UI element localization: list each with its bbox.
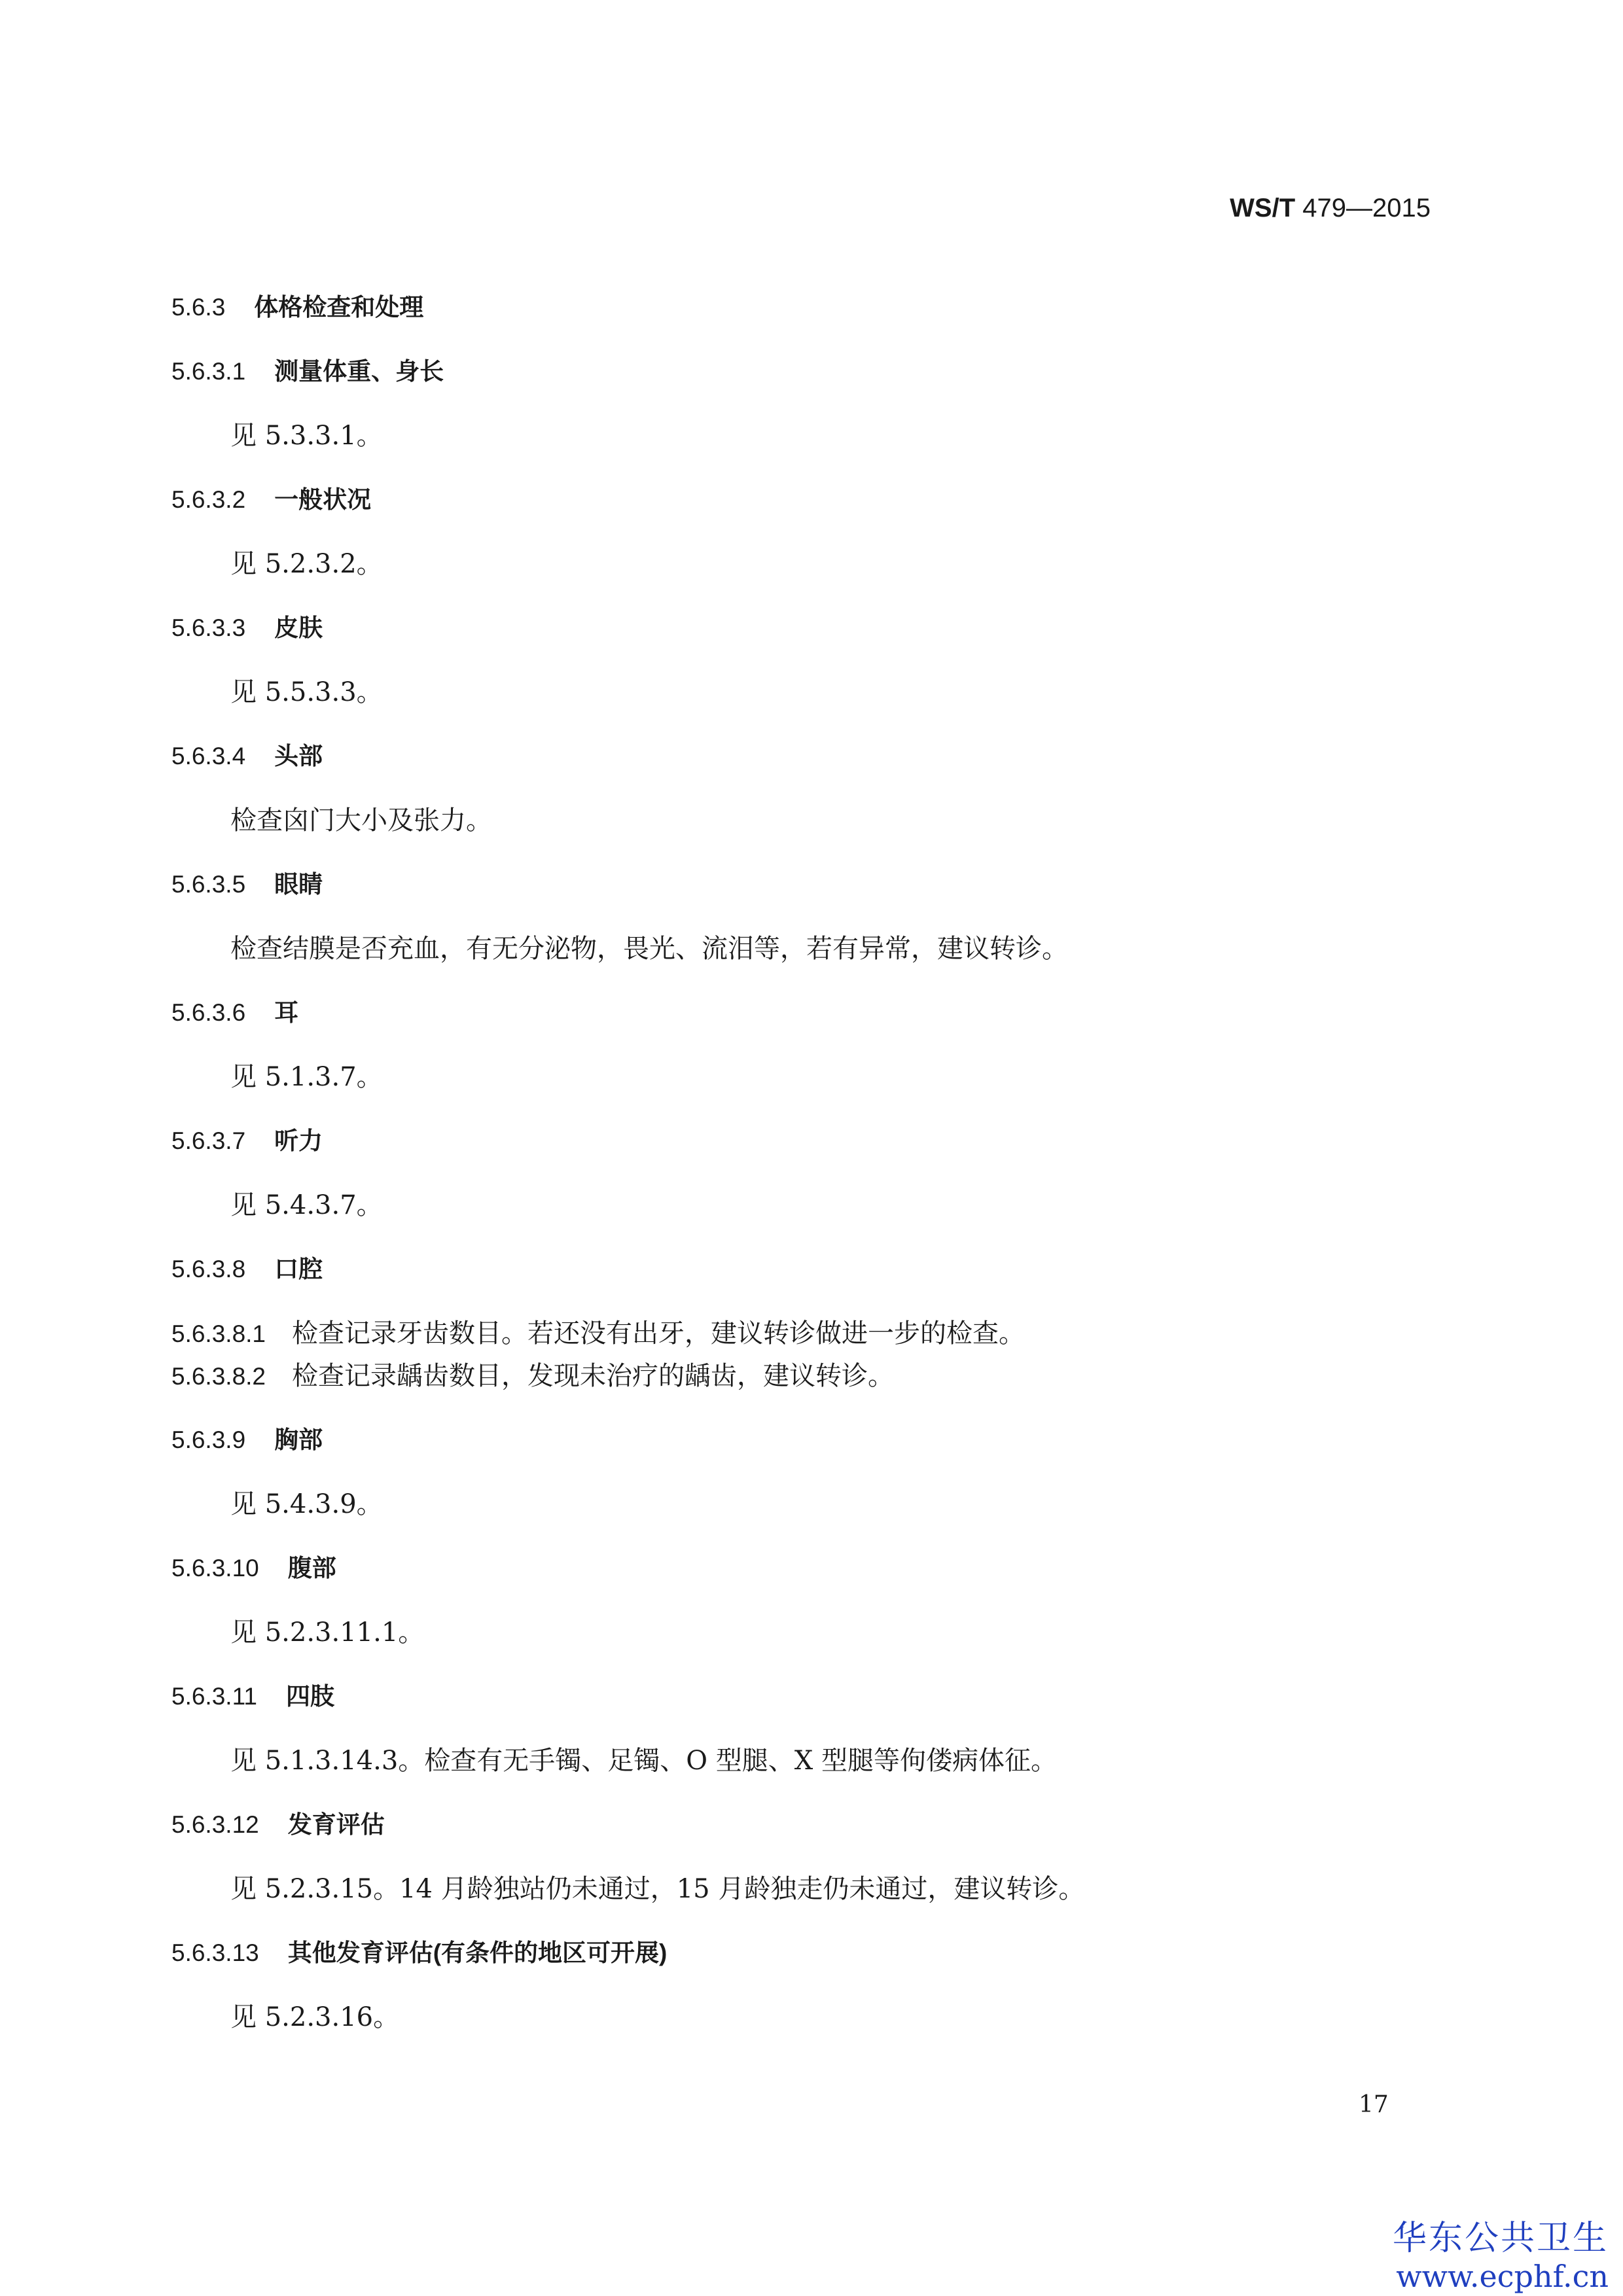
- paragraph: 见 5.2.3.2。: [230, 549, 383, 579]
- standard-code: [1230, 194, 1431, 223]
- section-number: 5.6.3.1: [171, 358, 246, 385]
- standard-code-number: 479—2015: [1295, 194, 1431, 222]
- paragraph: 见 5.2.3.11.1。: [230, 1617, 425, 1648]
- section-heading: [171, 737, 1435, 801]
- section-title: 一般状况: [274, 486, 372, 513]
- section-heading: [171, 352, 1435, 416]
- section-number: 5.6.3.9: [171, 1426, 246, 1453]
- section-number: 5.6.3.4: [171, 743, 246, 769]
- section-heading: [171, 288, 1435, 352]
- section-heading: [171, 1250, 1435, 1314]
- section-heading: [171, 480, 1435, 544]
- page-number: 17: [1359, 2091, 1389, 2118]
- section-title: 其他发育评估(有条件的地区可开展): [287, 1939, 668, 1966]
- section-title: 腹部: [287, 1555, 336, 1581]
- watermark-url: www.ecphf.cn: [1396, 2259, 1609, 2294]
- paragraph: 检查囟门大小及张力。: [230, 805, 492, 836]
- watermark-name: 华东公共卫生: [1392, 2219, 1609, 2258]
- section-number: 5.6.3.11: [171, 1683, 257, 1710]
- clause-number: 5.6.3.8.2: [171, 1363, 266, 1390]
- section-heading: [171, 1934, 1435, 1998]
- section-title: 胸部: [274, 1426, 323, 1453]
- section-number: 5.6.3.6: [171, 999, 246, 1026]
- paragraph: 见 5.2.3.16。: [230, 2002, 400, 2032]
- clause-text: 检查记录牙齿数目。若还没有出牙，建议转诊做进一步的检查。: [292, 1318, 1026, 1349]
- clause-item: [171, 1314, 1435, 1356]
- paragraph: 见 5.1.3.7。: [230, 1062, 383, 1092]
- watermark: [1393, 2219, 1609, 2295]
- paragraph: 见 5.2.3.15。14 月龄独站仍未通过，15 月龄独走仍未通过，建议转诊。: [230, 1874, 1085, 1904]
- section-number: 5.6.3.5: [171, 871, 246, 898]
- section-title: 测量体重、身长: [274, 358, 444, 385]
- section-title: 头部: [274, 743, 323, 769]
- section-number: 5.6.3.10: [171, 1555, 259, 1581]
- section-title: 体格检查和处理: [254, 294, 424, 321]
- section-heading: [171, 1122, 1435, 1186]
- section-title: 发育评估: [287, 1811, 385, 1838]
- section-heading: [171, 1677, 1435, 1741]
- clause-number: 5.6.3.8.1: [171, 1320, 266, 1347]
- paragraph: 见 5.3.3.1。: [230, 421, 383, 451]
- section-heading: [171, 1421, 1435, 1485]
- section-title: 四肢: [285, 1683, 334, 1710]
- paragraph: 见 5.1.3.14.3。检查有无手镯、足镯、O 型腿、X 型腿等佝偻病体征。: [230, 1746, 1057, 1776]
- section-heading: [171, 1549, 1435, 1613]
- section-number: 5.6.3.12: [171, 1811, 259, 1838]
- section-number: 5.6.3.7: [171, 1127, 246, 1154]
- section-number: 5.6.3.8: [171, 1256, 246, 1282]
- section-number: 5.6.3.3: [171, 614, 246, 641]
- clause-text: 检查记录龋齿数目，发现未治疗的龋齿，建议转诊。: [292, 1361, 895, 1391]
- section-heading: [171, 865, 1435, 929]
- section-number: 5.6.3.13: [171, 1939, 259, 1966]
- section-number: 5.6.3: [171, 294, 226, 321]
- paragraph: 见 5.5.3.3。: [230, 677, 383, 707]
- paragraph: 检查结膜是否充血，有无分泌物，畏光、流泪等，若有异常，建议转诊。: [230, 934, 1068, 964]
- document-body: [171, 288, 1435, 2062]
- section-heading: [171, 993, 1435, 1057]
- section-number: 5.6.3.2: [171, 486, 246, 513]
- paragraph: 见 5.4.3.7。: [230, 1190, 383, 1220]
- section-title: 口腔: [274, 1256, 323, 1282]
- section-title: 皮肤: [274, 614, 323, 641]
- section-title: 耳: [274, 999, 299, 1026]
- section-heading: [171, 609, 1435, 673]
- clause-item: [171, 1356, 1435, 1421]
- section-title: 听力: [274, 1127, 323, 1154]
- paragraph: 见 5.4.3.9。: [230, 1489, 383, 1519]
- standard-code-prefix: WS/T: [1230, 194, 1296, 222]
- section-heading: [171, 1805, 1435, 1869]
- section-title: 眼睛: [274, 871, 323, 898]
